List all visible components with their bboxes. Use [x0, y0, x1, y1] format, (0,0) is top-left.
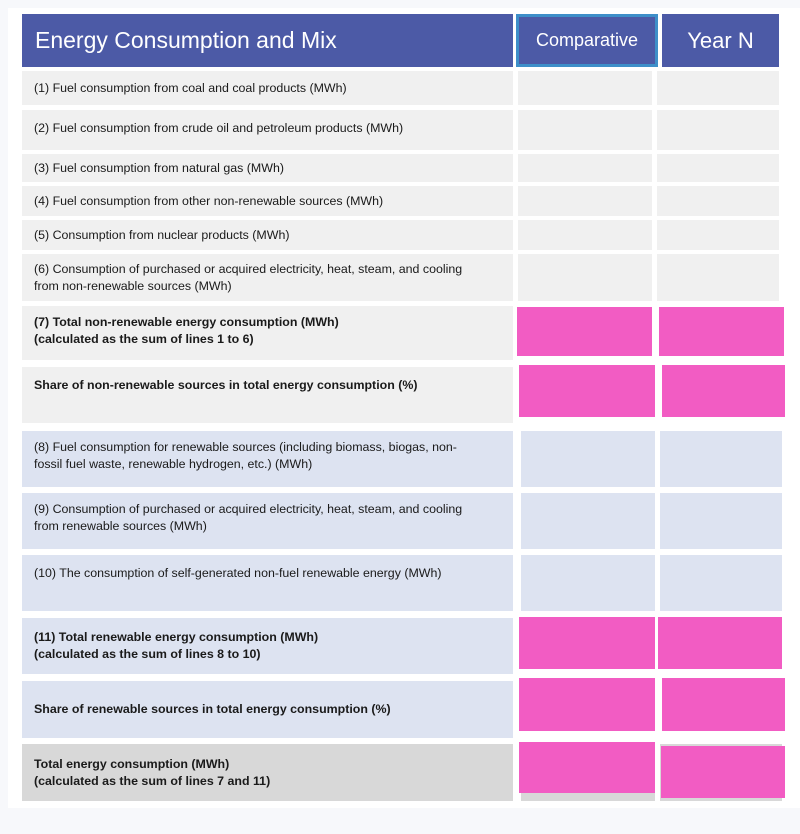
row-1-comparative-cell[interactable] [518, 71, 652, 105]
row-9-label: (9) Consumption of purchased or acquired electricity, heat, steam, and cooling from renewable sources (MWh) [22, 493, 513, 549]
row-5-label: (5) Consumption from nuclear products (MWh) [22, 220, 513, 250]
row-10-comparative-cell[interactable] [521, 555, 655, 611]
share-renewable-label: Share of renewable sources in total energy consumption (%) [22, 681, 513, 738]
row-2-label: (2) Fuel consumption from crude oil and petroleum products (MWh) [22, 110, 513, 150]
row-11-comparative-cell[interactable] [519, 617, 655, 669]
row-1-year-cell[interactable] [657, 71, 779, 105]
row-5-year-cell[interactable] [657, 220, 779, 250]
row-6-comparative-cell[interactable] [518, 254, 652, 301]
row-5-comparative-cell[interactable] [518, 220, 652, 250]
row-2-year-cell[interactable] [657, 110, 779, 150]
total-energy-year-cell[interactable] [661, 746, 785, 798]
row-2-comparative-cell[interactable] [518, 110, 652, 150]
row-7-total-nonrenewable-label: (7) Total non-renewable energy consumption (MWh) (calculated as the sum of lines 1 to 6) [22, 306, 513, 360]
share-nonrenewable-year-cell[interactable] [662, 365, 785, 417]
row-4-comparative-cell[interactable] [518, 186, 652, 216]
row-7-year-cell[interactable] [659, 307, 784, 356]
share-renewable-comparative-cell[interactable] [519, 678, 655, 731]
row-3-label: (3) Fuel consumption from natural gas (MWh) [22, 154, 513, 182]
column-header-year-n: Year N [662, 14, 779, 67]
row-8-label: (8) Fuel consumption for renewable sources (including biomass, biogas, non- fossil fuel waste, renewable hydrogen, etc.) (MWh) [22, 431, 513, 487]
row-8-comparative-cell[interactable] [521, 431, 655, 487]
table-title: Energy Consumption and Mix [22, 14, 513, 67]
row-9-year-cell[interactable] [660, 493, 782, 549]
row-1-label: (1) Fuel consumption from coal and coal products (MWh) [22, 71, 513, 105]
row-11-total-renewable-label: (11) Total renewable energy consumption (MWh) (calculated as the sum of lines 8 to 10) [22, 618, 513, 674]
total-energy-comparative-cell[interactable] [519, 742, 655, 793]
row-10-label: (10) The consumption of self-generated non-fuel renewable energy (MWh) [22, 555, 513, 611]
share-renewable-year-cell[interactable] [662, 678, 785, 731]
column-header-comparative: Comparative [516, 14, 658, 67]
row-3-year-cell[interactable] [657, 154, 779, 182]
row-3-comparative-cell[interactable] [518, 154, 652, 182]
row-8-year-cell[interactable] [660, 431, 782, 487]
share-nonrenewable-label: Share of non-renewable sources in total energy consumption (%) [22, 367, 513, 423]
row-10-year-cell[interactable] [660, 555, 782, 611]
row-4-label: (4) Fuel consumption from other non-renewable sources (MWh) [22, 186, 513, 216]
share-nonrenewable-comparative-cell[interactable] [519, 365, 655, 417]
row-6-year-cell[interactable] [657, 254, 779, 301]
row-4-year-cell[interactable] [657, 186, 779, 216]
row-6-label: (6) Consumption of purchased or acquired electricity, heat, steam, and cooling from non-renewable sources (MWh) [22, 254, 513, 301]
row-7-comparative-cell[interactable] [517, 307, 652, 356]
row-11-year-cell[interactable] [658, 617, 782, 669]
total-energy-consumption-label: Total energy consumption (MWh) (calculated as the sum of lines 7 and 11) [22, 744, 513, 801]
row-9-comparative-cell[interactable] [521, 493, 655, 549]
